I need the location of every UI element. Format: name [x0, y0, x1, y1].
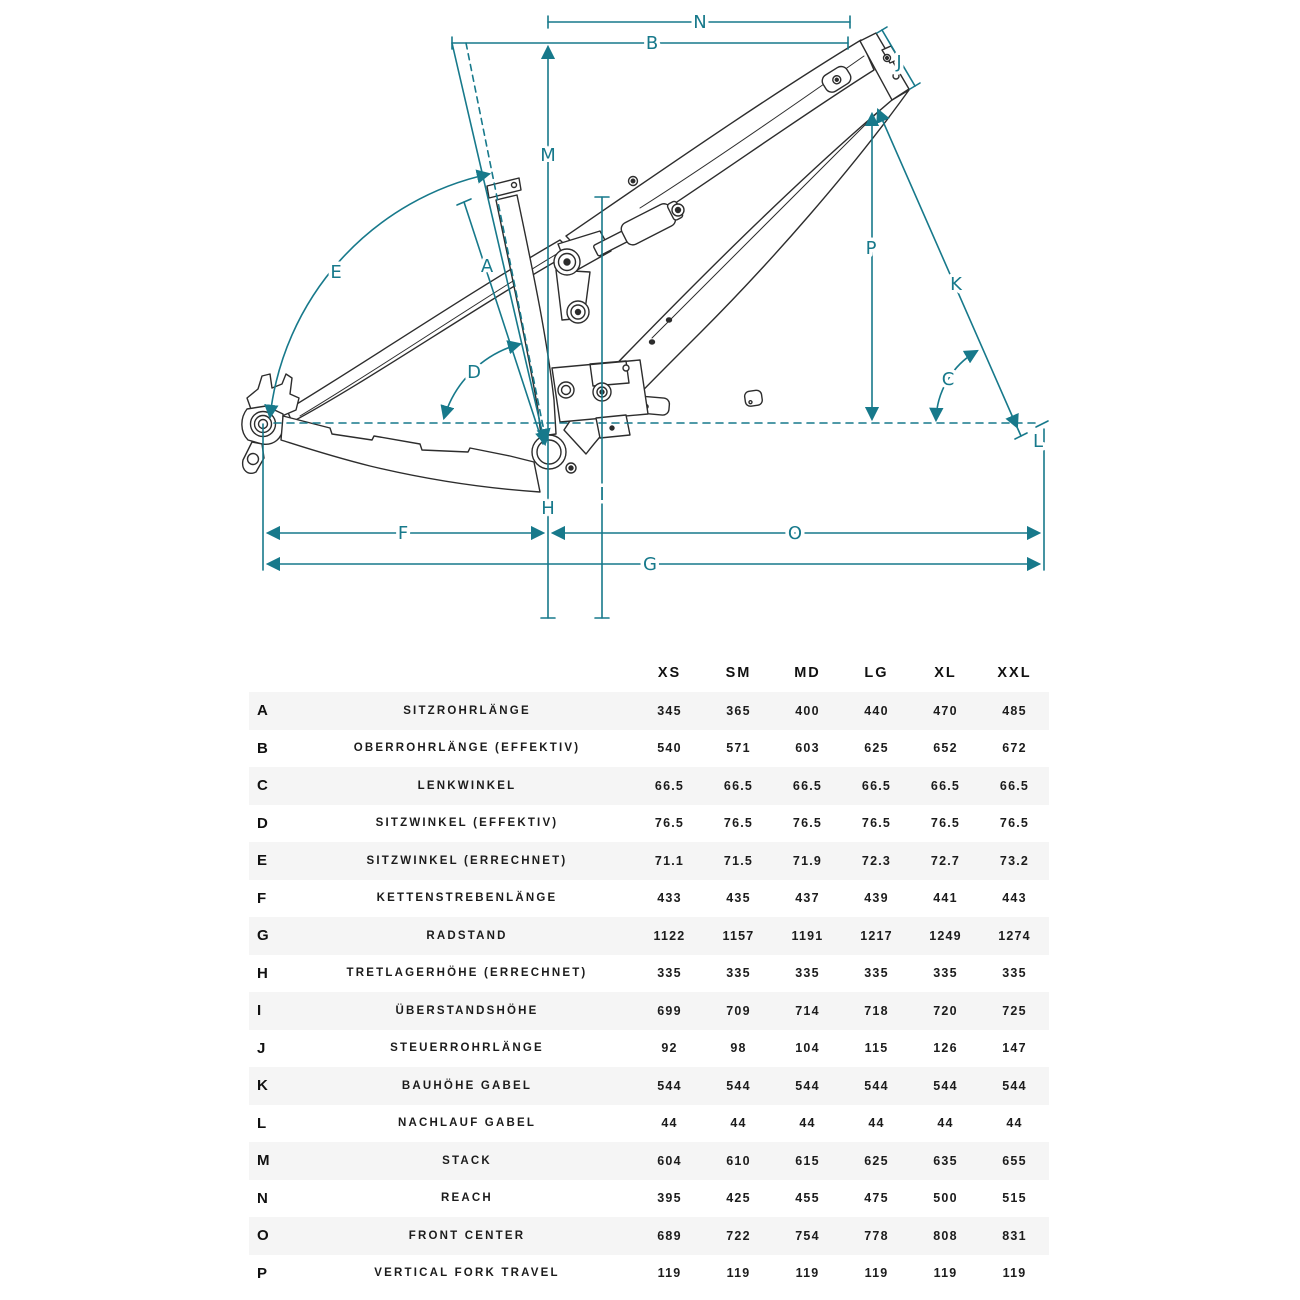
row-dimension-name: FRONT CENTER — [408, 1229, 526, 1242]
row-value-xl: 335 — [933, 966, 958, 981]
label-top-tube: B — [645, 33, 659, 54]
table-row — [249, 692, 1049, 730]
main-pivot — [564, 259, 570, 265]
row-value-xl: 470 — [933, 703, 958, 718]
hanger-hole — [248, 454, 259, 465]
tick — [910, 83, 920, 89]
row-value-sm: 71.5 — [723, 853, 754, 868]
table-row — [249, 1030, 1049, 1068]
row-dimension-name: VERTICAL FORK TRAVEL — [374, 1267, 560, 1280]
label-stack: M — [540, 145, 556, 166]
lower-link-tab-bolt — [610, 426, 614, 430]
row-value-lg: 1217 — [860, 928, 893, 943]
bottle-boss — [667, 318, 672, 322]
row-value-lg: 778 — [864, 1228, 889, 1243]
row-value-xs: 433 — [657, 891, 682, 906]
row-value-xxl: 147 — [1002, 1041, 1027, 1056]
table-row — [249, 1180, 1049, 1218]
row-value-xxl: 485 — [1002, 703, 1027, 718]
row-value-xxl: 76.5 — [999, 816, 1030, 831]
label-reach: N — [693, 12, 707, 33]
row-value-sm: 335 — [726, 966, 751, 981]
row-value-xs: 44 — [661, 1116, 678, 1131]
row-value-xs: 544 — [657, 1078, 682, 1093]
table-row — [249, 917, 1049, 955]
label-chainstay: F — [397, 523, 409, 544]
cable-port-bolt — [835, 78, 839, 82]
row-letter: P — [257, 1264, 268, 1282]
table-row — [249, 1067, 1049, 1105]
downtube-tag — [744, 390, 763, 407]
label-seat-angle-eff: D — [467, 362, 481, 383]
lower-pivot-left — [562, 386, 571, 395]
row-value-md: 603 — [795, 741, 820, 756]
bottle-boss — [650, 340, 655, 344]
row-value-sm: 1157 — [722, 928, 755, 943]
row-value-lg: 119 — [864, 1266, 889, 1281]
row-value-xxl: 544 — [1002, 1078, 1027, 1093]
row-dimension-name: TRETLAGERHÖHE (ERRECHNET) — [346, 967, 588, 980]
row-value-sm: 709 — [726, 1003, 751, 1018]
table-row — [249, 1142, 1049, 1180]
row-value-md: 71.9 — [792, 853, 823, 868]
tick — [1036, 421, 1048, 427]
row-value-xxl: 725 — [1002, 1003, 1027, 1018]
header-size-md: MD — [794, 665, 821, 681]
table-row — [249, 730, 1049, 768]
chain-stays — [281, 416, 540, 492]
row-letter: O — [257, 1227, 269, 1245]
row-value-xs: 540 — [657, 741, 682, 756]
header-size-xs: XS — [657, 665, 682, 681]
table-row — [249, 992, 1049, 1030]
row-value-lg: 335 — [864, 966, 889, 981]
row-dimension-name: BAUHÖHE GABEL — [401, 1079, 533, 1092]
row-dimension-name: OBERROHRLÄNGE (EFFEKTIV) — [353, 742, 581, 755]
table-row — [249, 955, 1049, 993]
bb-bolt — [569, 466, 573, 470]
shock-eyelet-front — [676, 208, 681, 213]
table-row — [249, 767, 1049, 805]
row-value-xl: 1249 — [929, 928, 962, 943]
row-value-xl: 652 — [933, 741, 958, 756]
table-row — [249, 1217, 1049, 1255]
row-value-md: 76.5 — [792, 816, 823, 831]
row-value-md: 455 — [795, 1191, 820, 1206]
row-letter: A — [257, 702, 268, 720]
row-value-md: 335 — [795, 966, 820, 981]
row-value-xxl: 66.5 — [999, 778, 1030, 793]
table-row — [249, 805, 1049, 843]
row-value-xl: 72.7 — [930, 853, 961, 868]
row-value-xs: 1122 — [653, 928, 686, 943]
row-value-xl: 544 — [933, 1078, 958, 1093]
row-value-xs: 699 — [657, 1003, 682, 1018]
row-value-xs: 395 — [657, 1191, 682, 1206]
row-value-sm: 66.5 — [723, 778, 754, 793]
row-value-xs: 689 — [657, 1228, 682, 1243]
row-value-lg: 625 — [864, 741, 889, 756]
label-standover: I — [599, 484, 605, 505]
headset-bolt — [886, 57, 889, 60]
geometry-table-body — [249, 692, 1049, 1292]
arc-actual-seat-angle — [270, 174, 489, 417]
row-letter: J — [257, 1039, 266, 1057]
table-row — [249, 1255, 1049, 1293]
row-value-xs: 71.1 — [654, 853, 685, 868]
table-row — [249, 1105, 1049, 1143]
row-value-sm: 365 — [726, 703, 751, 718]
headset-bolt — [893, 73, 899, 79]
row-dimension-name: STEUERROHRLÄNGE — [390, 1042, 544, 1055]
row-letter: B — [257, 739, 268, 757]
row-letter: I — [257, 1002, 262, 1020]
link-bolt — [623, 365, 629, 371]
row-letter: G — [257, 927, 269, 945]
label-fork-length: K — [950, 274, 962, 295]
row-value-sm: 610 — [726, 1153, 751, 1168]
row-letter: H — [257, 964, 268, 982]
seat-clamp-bolt — [512, 183, 517, 188]
row-value-lg: 44 — [868, 1116, 885, 1131]
row-dimension-name: SITZWINKEL (ERRECHNET) — [366, 854, 568, 867]
row-value-xl: 76.5 — [930, 816, 961, 831]
row-value-xl: 126 — [933, 1041, 958, 1056]
row-dimension-name: STACK — [442, 1154, 492, 1167]
row-value-xl: 119 — [933, 1266, 958, 1281]
header-size-xxl: XXL — [997, 665, 1032, 681]
table-header-row — [249, 654, 1049, 692]
mid-pivot — [576, 310, 581, 315]
downtube-tag-bolt — [749, 401, 752, 404]
row-value-xs: 335 — [657, 966, 682, 981]
row-value-xl: 720 — [933, 1003, 958, 1018]
row-value-sm: 435 — [726, 891, 751, 906]
table-row — [249, 880, 1049, 918]
row-value-sm: 544 — [726, 1078, 751, 1093]
row-value-lg: 544 — [864, 1078, 889, 1093]
row-dimension-name: KETTENSTREBENLÄNGE — [376, 892, 558, 905]
row-dimension-name: SITZROHRLÄNGE — [403, 704, 531, 717]
row-value-xxl: 1274 — [998, 928, 1031, 943]
row-value-sm: 76.5 — [723, 816, 754, 831]
row-value-xs: 66.5 — [654, 778, 685, 793]
row-value-lg: 440 — [864, 703, 889, 718]
row-value-md: 714 — [795, 1003, 820, 1018]
row-value-xxl: 73.2 — [999, 853, 1030, 868]
row-value-md: 44 — [799, 1116, 816, 1131]
row-value-md: 119 — [795, 1266, 820, 1281]
row-value-lg: 72.3 — [861, 853, 892, 868]
row-value-lg: 718 — [864, 1003, 889, 1018]
row-value-lg: 625 — [864, 1153, 889, 1168]
row-value-xl: 66.5 — [930, 778, 961, 793]
label-bb-height: H — [541, 498, 555, 519]
row-value-md: 754 — [795, 1228, 820, 1243]
row-dimension-name: RADSTAND — [426, 929, 508, 942]
row-letter: M — [257, 1152, 270, 1170]
row-value-md: 1191 — [791, 928, 824, 943]
label-head-angle: C — [941, 369, 955, 390]
actual-seat-angle-line — [452, 43, 545, 444]
seat-tube — [496, 195, 556, 436]
row-letter: D — [257, 814, 268, 832]
row-value-md: 400 — [795, 703, 820, 718]
row-value-md: 437 — [795, 891, 820, 906]
row-value-xxl: 831 — [1002, 1228, 1027, 1243]
row-letter: C — [257, 777, 268, 795]
row-value-sm: 44 — [730, 1116, 747, 1131]
row-value-xl: 808 — [933, 1228, 958, 1243]
label-trail: L — [1032, 431, 1044, 452]
row-value-xl: 500 — [933, 1191, 958, 1206]
shock-mount-bolt — [631, 179, 635, 183]
row-value-xl: 44 — [937, 1116, 954, 1131]
bottom-bracket-inner — [537, 440, 561, 464]
row-value-xxl: 672 — [1002, 741, 1027, 756]
table-row — [249, 842, 1049, 880]
header-size-lg: LG — [864, 665, 889, 681]
row-value-xxl: 515 — [1002, 1191, 1027, 1206]
label-seat-angle-actual: E — [330, 262, 342, 283]
row-letter: L — [257, 1114, 267, 1132]
row-dimension-name: LENKWINKEL — [417, 779, 517, 792]
row-value-sm: 571 — [726, 741, 751, 756]
label-wheelbase: G — [643, 554, 657, 575]
down-tube-inner-line — [652, 110, 880, 338]
row-value-xxl: 335 — [1002, 966, 1027, 981]
row-letter: K — [257, 1077, 268, 1095]
row-value-xs: 76.5 — [654, 816, 685, 831]
row-value-xl: 635 — [933, 1153, 958, 1168]
row-dimension-name: REACH — [441, 1192, 493, 1205]
row-value-sm: 722 — [726, 1228, 751, 1243]
row-value-xl: 441 — [933, 891, 958, 906]
row-value-xxl: 119 — [1002, 1266, 1027, 1281]
row-dimension-name: SITZWINKEL (EFFEKTIV) — [375, 817, 559, 830]
row-value-sm: 98 — [730, 1041, 747, 1056]
row-value-xxl: 655 — [1002, 1153, 1027, 1168]
row-value-sm: 425 — [726, 1191, 751, 1206]
row-value-xs: 119 — [657, 1266, 682, 1281]
row-value-xxl: 44 — [1006, 1116, 1023, 1131]
row-value-lg: 115 — [864, 1041, 889, 1056]
label-front-center: O — [787, 523, 803, 544]
header-size-xl: XL — [934, 665, 957, 681]
geometry-table — [249, 654, 1049, 1292]
row-value-sm: 119 — [726, 1266, 751, 1281]
row-value-xxl: 443 — [1002, 891, 1027, 906]
label-head-tube: J — [896, 52, 902, 73]
label-fork-travel: P — [865, 238, 877, 259]
row-value-lg: 439 — [864, 891, 889, 906]
row-value-xs: 92 — [661, 1041, 678, 1056]
row-letter: F — [257, 889, 267, 907]
header-size-sm: SM — [725, 665, 752, 681]
row-letter: N — [257, 1189, 268, 1207]
row-dimension-name: NACHLAUF GABEL — [397, 1117, 537, 1130]
row-value-lg: 475 — [864, 1191, 889, 1206]
row-value-md: 615 — [795, 1153, 820, 1168]
row-value-lg: 76.5 — [861, 816, 892, 831]
row-value-xs: 604 — [657, 1153, 682, 1168]
row-dimension-name: ÜBERSTANDSHÖHE — [395, 1004, 539, 1017]
arc-effective-seat-angle — [444, 344, 520, 418]
tick — [1015, 433, 1027, 439]
row-value-md: 104 — [795, 1041, 820, 1056]
label-seat-tube: A — [480, 256, 494, 277]
row-value-md: 66.5 — [792, 778, 823, 793]
row-value-xs: 345 — [657, 703, 682, 718]
row-value-md: 544 — [795, 1078, 820, 1093]
tick — [877, 27, 887, 33]
row-letter: E — [257, 852, 268, 870]
row-value-lg: 66.5 — [861, 778, 892, 793]
